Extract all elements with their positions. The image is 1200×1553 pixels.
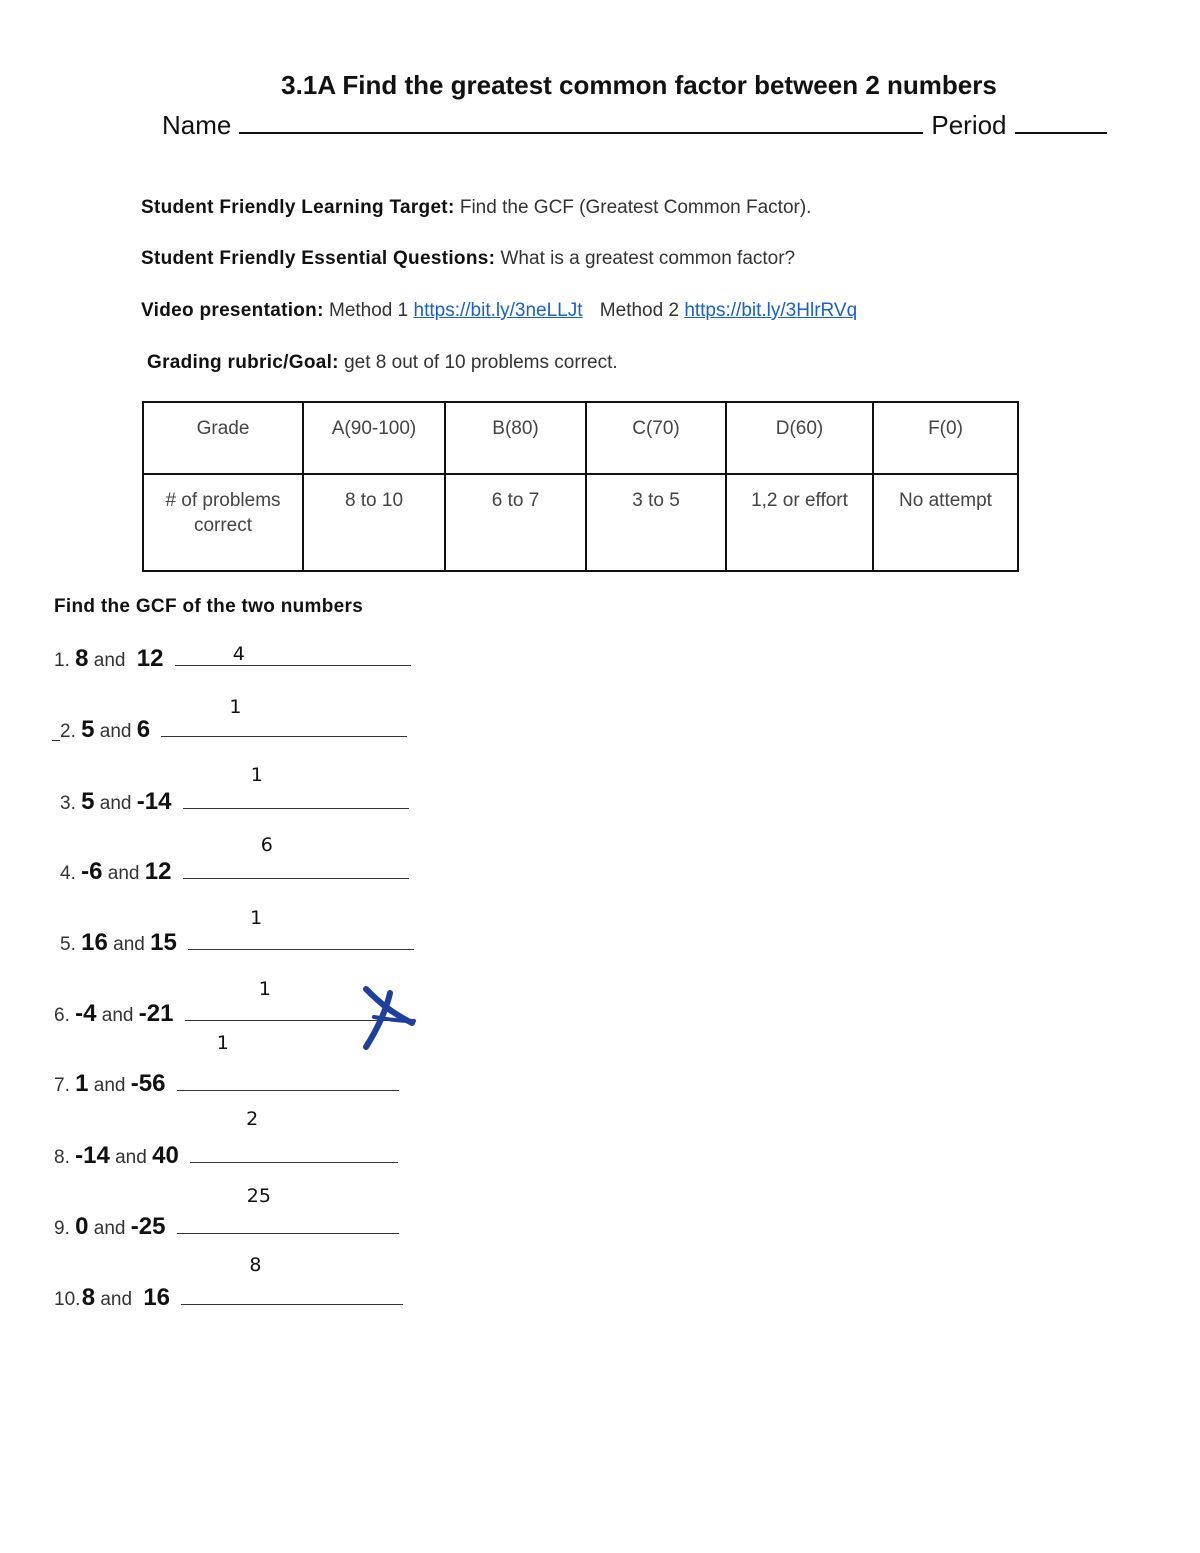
answer-handwritten: 4 [232,643,245,665]
rubric-header-cell: C(70) [586,402,726,474]
problem-first-number: 5 [81,716,95,743]
problem-first-number: -4 [75,1000,97,1027]
answer-blank[interactable] [177,1185,399,1234]
answer-blank[interactable] [175,643,411,666]
video-presentation-label: Video presentation: [141,300,324,321]
problem-second-number: 16 [143,1284,171,1311]
learning-target-text: Find the GCF (Greatest Common Factor). [459,197,812,218]
problem-first-number: 8 [75,645,89,672]
period-label: Period [931,110,1007,140]
grading-rubric-table [142,401,1019,572]
and-word: and [99,721,132,742]
problem-number: 2. [60,721,76,742]
answer-handwritten: 8 [249,1254,262,1276]
problem-first-number: -14 [75,1142,110,1169]
answer-handwritten: 1 [258,978,271,1000]
problem-number: 4. [60,863,76,884]
rubric-value-cell: No attempt [873,474,1018,571]
worksheet-title: 3.1A Find the greatest common factor between 2 numbers [281,70,997,100]
and-word: and [100,1289,133,1310]
method2-label: Method 2 [599,300,680,321]
rubric-header-cell: Grade [143,402,303,474]
problem-item [54,1185,399,1241]
answer-handwritten: 1 [229,696,242,718]
answer-blank[interactable] [183,834,409,879]
problem-first-number: 8 [81,1284,96,1311]
answer-handwritten: 2 [246,1108,259,1130]
problem-second-number: 12 [144,858,172,885]
and-word: and [99,793,132,814]
and-word: and [93,650,126,671]
problem-number: 1. [54,650,70,671]
method2-link[interactable]: https://bit.ly/3HlrRVq [684,300,858,321]
rubric-value-row [143,474,1018,571]
and-word: and [113,934,145,955]
problem-second-number: 40 [152,1142,179,1169]
and-word: and [93,1075,126,1096]
grading-goal-text: get 8 out of 10 problems correct. [344,352,618,373]
problem-first-number: 1 [75,1070,89,1097]
problem-item [54,1254,403,1312]
rubric-header-cell: D(60) [726,402,873,474]
rubric-value-cell: 3 to 5 [586,474,726,571]
rubric-value-cell: 8 to 10 [303,474,445,571]
problem-item [60,764,409,816]
problem-first-number: 0 [75,1213,89,1240]
name-period-row [162,108,1107,141]
essential-questions [141,248,795,270]
learning-target-label: Student Friendly Learning Target: [141,197,455,218]
rubric-value-cell: # of problems correct [143,474,303,571]
problem-second-number: -56 [130,1070,166,1097]
answer-blank[interactable] [177,1032,399,1091]
problem-item [54,1108,398,1170]
name-label: Name [162,110,232,140]
problem-number: 8. [54,1147,70,1168]
problem-first-number: 16 [81,929,108,956]
answer-handwritten: 1 [250,907,263,929]
stray-dash [52,740,60,741]
answer-handwritten: 1 [250,764,263,786]
rubric-header-row [143,402,1018,474]
rubric-header-cell: F(0) [873,402,1018,474]
problem-number: 5. [60,934,76,955]
problem-number: 7. [54,1075,70,1096]
essential-questions-text: What is a greatest common factor? [500,248,796,269]
x-mark-icon [352,983,420,1053]
grading-goal-label: Grading rubric/Goal: [147,352,339,373]
rubric-header-cell: A(90-100) [303,402,445,474]
problem-item [54,1032,399,1098]
problem-item [60,907,414,957]
and-word: and [101,1005,134,1026]
problem-second-number: -14 [136,788,172,815]
problem-item [54,645,411,673]
answer-blank[interactable] [183,764,409,809]
video-presentation [141,300,857,322]
problem-item [54,978,403,1028]
and-word: and [93,1218,126,1239]
answer-blank[interactable] [188,907,414,950]
answer-handwritten: 1 [216,1032,229,1054]
essential-questions-label: Student Friendly Essential Questions: [141,248,496,269]
name-blank[interactable] [239,108,923,134]
rubric-header-cell: B(80) [445,402,586,474]
problem-first-number: 5 [81,788,95,815]
rubric-value-cell: 1,2 or effort [726,474,873,571]
problem-item [60,696,407,744]
and-word: and [115,1147,147,1168]
problem-item [60,834,409,886]
method1-link[interactable]: https://bit.ly/3neLLJt [413,300,583,321]
problem-second-number: 12 [136,645,164,672]
period-blank[interactable] [1015,108,1107,134]
answer-handwritten: 25 [246,1185,271,1207]
problem-second-number: 15 [150,929,177,956]
problem-number: 9. [54,1218,70,1239]
answer-blank[interactable] [161,696,407,737]
problem-second-number: -25 [130,1213,166,1240]
answer-handwritten: 6 [260,834,273,856]
rubric-value-cell: 6 to 7 [445,474,586,571]
problem-number: 6. [54,1005,70,1026]
section-title: Find the GCF of the two numbers [54,596,364,617]
grading-goal [147,352,618,374]
problem-number: 3. [60,793,76,814]
problem-second-number: 6 [136,716,151,743]
problem-second-number: -21 [138,1000,174,1027]
answer-blank[interactable] [181,1254,403,1305]
answer-blank[interactable] [190,1108,398,1163]
problem-number: 10. [54,1289,81,1310]
and-word: and [107,863,140,884]
method1-label: Method 1 [329,300,409,321]
problem-first-number: -6 [81,858,103,885]
learning-target [141,197,811,219]
